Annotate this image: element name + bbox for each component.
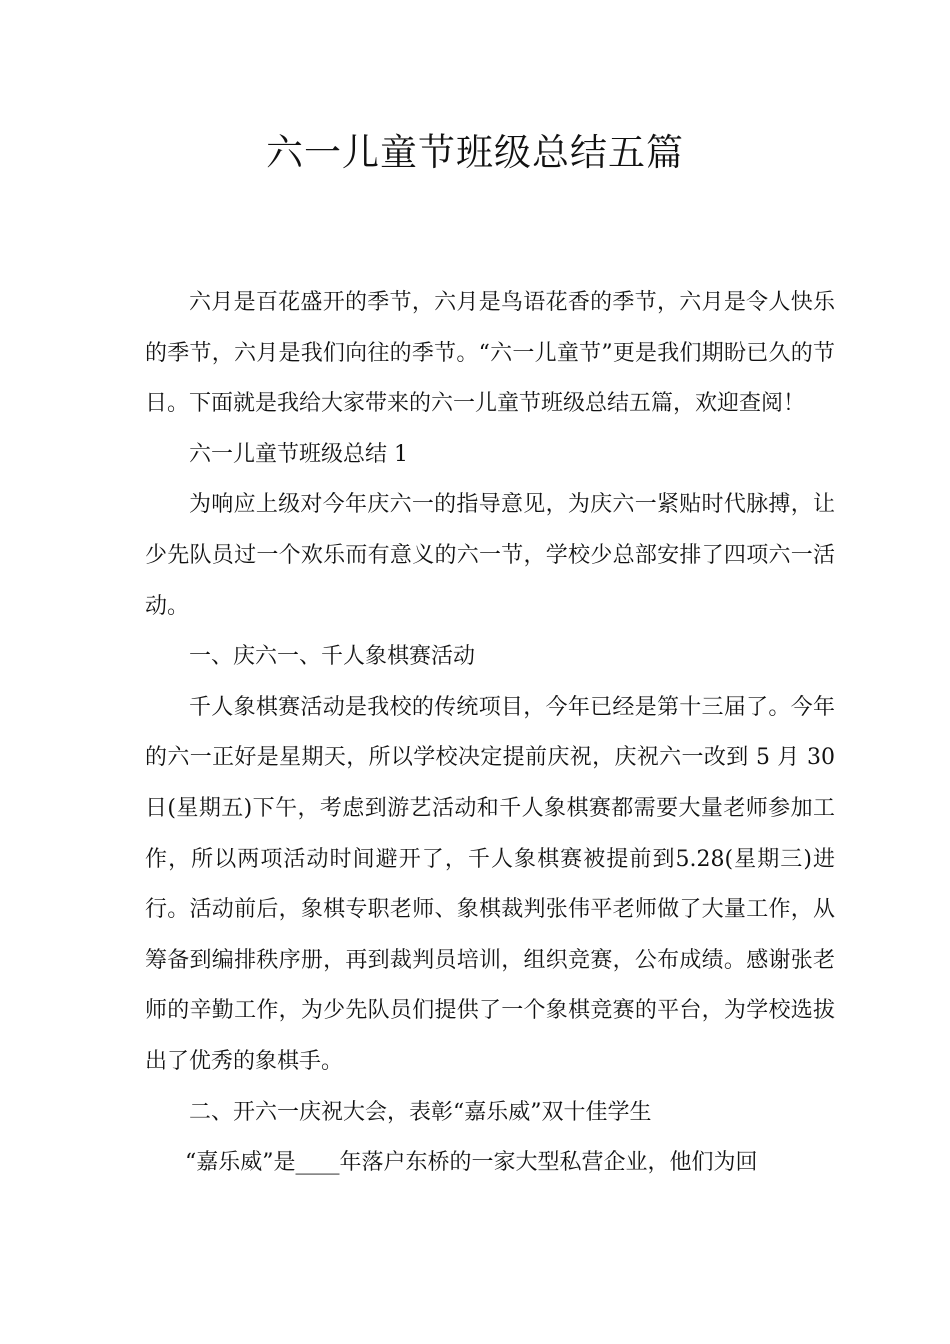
document-title: 六一儿童节班级总结五篇 [266,131,684,174]
document-body [145,278,835,1189]
body-paragraph: 千人象棋赛活动是我校的传统项目，今年已经是第十三届了。今年的六一正好是星期天，所以学校决定提前庆祝，庆祝六一改到 5 月 30 日(星期五)下午，考虑到游艺活动和千人象棋赛都需要大量老师参加工作，所以两项活动时间避开了，千人象棋赛被提前到5.28(星期三)进行。活动前后，象棋专职老师、象棋裁判张伟平老师做了大量工作，从筹备到编排秩序册，再到裁判员培训，组织竞赛，公布成绩。感谢张老师的辛勤工作，为少先队员们提供了一个象棋竞赛的平台，为学校选拔出了优秀的象棋手。 [145,694,835,1074]
subheading-celebration-meeting: 二、开六一庆祝大会，表彰“嘉乐威”双十佳学生 [189,1099,652,1125]
subheading-chess-contest: 一、庆六一、千人象棋赛活动 [189,644,476,670]
intro-paragraph: 六月是百花盛开的季节，六月是鸟语花香的季节，六月是令人快乐的季节，六月是我们向往的季节。“六一儿童节”更是我们期盼已久的节日。下面就是我给大家带来的六一儿童节班级总结五篇，欢迎查阅！ [145,290,835,417]
section-heading-summary-1: 六一儿童节班级总结 1 [189,441,408,467]
body-paragraph: 为响应上级对今年庆六一的指导意见，为庆六一紧贴时代脉搏，让少先队员过一个欢乐而有意义的六一节，学校少总部安排了四项六一活动。 [145,492,835,619]
body-paragraph: “嘉乐威”是____年落户东桥的一家大型私营企业，他们为回 [185,1150,758,1176]
